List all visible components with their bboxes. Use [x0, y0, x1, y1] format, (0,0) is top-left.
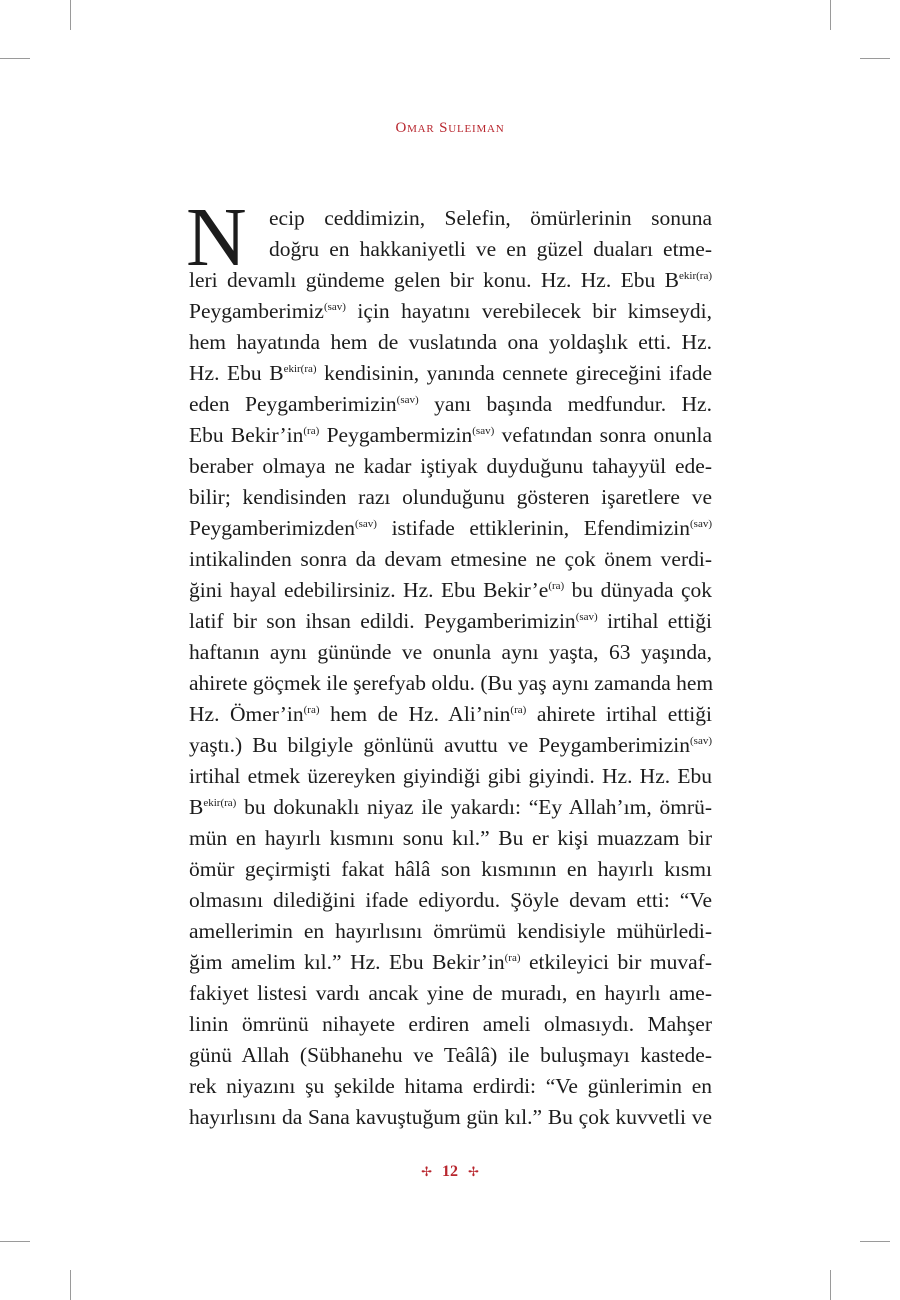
text-segment: bilir; kendisinden razı olunduğunu gösteren işaretlere ve	[189, 485, 712, 509]
text-segment: için hayatını verebilecek bir kimseydi,	[345, 299, 712, 323]
text-segment: intikalinden sonra da devam etmesine ne çok önem verdi-	[189, 547, 712, 571]
text-segment: yanı başında medfundur. Hz.	[418, 392, 712, 416]
crop-mark	[860, 58, 890, 59]
text-segment: Hz. Ebu B	[189, 361, 284, 385]
text-line	[189, 823, 712, 854]
text-segment: amellerimin en hayırlısını ömrümü kendisiyle mühürledi-	[189, 919, 712, 943]
text-line	[189, 358, 712, 389]
text-line	[189, 761, 712, 792]
text-segment: irtihal etmek üzereyken giyindiği gibi giyindi. Hz. Hz. Ebu	[189, 764, 712, 788]
text-line	[189, 420, 712, 451]
text-line	[189, 947, 712, 978]
superscript: (sav)	[575, 611, 598, 623]
text-segment: ğim amelim kıl.” Hz. Ebu Bekir’in	[189, 950, 505, 974]
text-line	[189, 513, 712, 544]
text-segment: mün en hayırlı kısmını sonu kıl.” Bu er kişi muazzam bir	[189, 826, 712, 850]
text-segment: eden Peygamberimizin	[189, 392, 397, 416]
superscript: (ra)	[510, 704, 527, 716]
page-number: 12	[442, 1163, 458, 1180]
body-text	[189, 203, 712, 1133]
text-line	[189, 1009, 712, 1040]
text-segment: doğru en hakkaniyetli ve en güzel duaları etme-	[269, 237, 712, 261]
text-segment: hem hayatında hem de vuslatında ona yoldaşlık etti. Hz.	[189, 330, 712, 354]
text-segment: bu dokunaklı niyaz ile yakardı: “Ey Allah’ım, ömrü-	[236, 795, 712, 819]
text-line	[189, 575, 712, 606]
text-segment: beraber olmaya ne kadar iştiyak duyduğunu tahayyül ede-	[189, 454, 712, 478]
text-segment: ahirete göçmek ile şerefyab oldu. (Bu yaş aynı zamanda hem	[189, 671, 714, 695]
superscript: (sav)	[354, 518, 377, 530]
text-segment: yaştı.) Bu bilgiyle gönlünü avuttu ve Peygamberimizin	[189, 733, 690, 757]
superscript: (sav)	[690, 518, 712, 530]
crop-mark	[0, 58, 30, 59]
text-segment: irtihal ettiği	[597, 609, 712, 633]
text-segment: ömür geçirmişti fakat hâlâ son kısmının en hayırlı kısmı	[189, 857, 712, 881]
superscript: (ra)	[303, 704, 320, 716]
page-footer	[0, 1163, 900, 1181]
crop-mark	[0, 1241, 30, 1242]
crop-mark	[860, 1241, 890, 1242]
crop-mark	[70, 0, 71, 30]
crop-mark	[830, 0, 831, 30]
superscript: (sav)	[690, 735, 712, 747]
text-line	[189, 265, 712, 296]
crop-mark	[830, 1270, 831, 1300]
superscript: (sav)	[396, 394, 419, 406]
text-segment: Peygamberimiz	[189, 299, 324, 323]
text-segment: leri devamlı gündeme gelen bir konu. Hz. Hz. Ebu B	[189, 268, 680, 292]
crop-mark	[70, 1270, 71, 1300]
text-segment: istifade ettiklerinin, Efendimizin	[376, 516, 690, 540]
text-line	[189, 327, 712, 358]
text-segment: fakiyet listesi vardı ancak yine de muradı, en hayırlı ame-	[189, 981, 712, 1005]
text-segment: ğini hayal edebilirsiniz. Hz. Ebu Bekir’e	[189, 578, 549, 602]
text-line	[189, 668, 712, 699]
superscript: ekir(ra)	[679, 270, 712, 282]
text-line	[189, 730, 712, 761]
text-segment: rek niyazını şu şekilde hitama erdirdi: “Ve günlerimin en	[189, 1074, 712, 1098]
text-line	[189, 699, 712, 730]
text-line	[189, 544, 712, 575]
text-line	[189, 916, 712, 947]
superscript: (ra)	[303, 425, 320, 437]
text-segment: ecip ceddimizin, Selefin, ömürlerinin sonuna	[269, 206, 712, 230]
text-segment: etkileyici bir muvaf-	[520, 950, 712, 974]
text-line	[189, 482, 712, 513]
text-segment: hem de Hz. Ali’nin	[319, 702, 511, 726]
text-line	[189, 885, 712, 916]
ornament-icon: ✢	[421, 1164, 432, 1179]
text-segment: vefatından sonra onunla	[494, 423, 712, 447]
superscript: ekir(ra)	[283, 363, 317, 375]
superscript: ekir(ra)	[203, 797, 237, 809]
text-segment: kendisinin, yanında cennete gireceğini ifade	[316, 361, 712, 385]
ornament-icon: ✢	[468, 1164, 479, 1179]
text-segment: günü Allah (Sübhanehu ve Teâlâ) ile buluşmayı kastede-	[189, 1043, 712, 1067]
superscript: (sav)	[323, 301, 346, 313]
text-segment: linin ömrünü nihayete erdiren ameli olmasıydı. Mahşer	[189, 1012, 712, 1036]
text-line	[189, 978, 712, 1009]
text-line	[189, 203, 712, 234]
text-line	[189, 1102, 712, 1133]
text-segment: hayırlısını da Sana kavuştuğum gün kıl.” Bu çok kuvvetli ve	[189, 1105, 712, 1129]
running-head: Omar Suleiman	[395, 120, 505, 136]
text-line	[189, 1071, 712, 1102]
text-line	[189, 234, 712, 265]
drop-cap: N	[186, 191, 247, 284]
text-segment: B	[189, 795, 204, 819]
text-segment: ahirete irtihal ettiği	[526, 702, 712, 726]
text-line	[189, 451, 712, 482]
text-line	[189, 792, 712, 823]
text-segment: latif bir son ihsan edildi. Peygamberimizin	[189, 609, 576, 633]
text-line	[189, 854, 712, 885]
superscript: (ra)	[548, 580, 565, 592]
text-segment: Peygamberimizden	[189, 516, 355, 540]
text-line	[189, 637, 712, 668]
superscript: (ra)	[504, 952, 521, 964]
superscript: (sav)	[472, 425, 495, 437]
text-line	[189, 606, 712, 637]
text-line	[189, 296, 712, 327]
text-line	[189, 389, 712, 420]
text-segment: Hz. Ömer’in	[189, 702, 304, 726]
text-segment: Ebu Bekir’in	[189, 423, 304, 447]
text-segment: haftanın aynı gününde ve onunla aynı yaşta, 63 yaşında,	[189, 640, 712, 664]
text-segment: Peygambermizin	[319, 423, 473, 447]
text-segment: bu dünyada çok	[564, 578, 712, 602]
text-segment: olmasını dilediğini ifade ediyordu. Şöyle devam etti: “Ve	[189, 888, 712, 912]
text-line	[189, 1040, 712, 1071]
